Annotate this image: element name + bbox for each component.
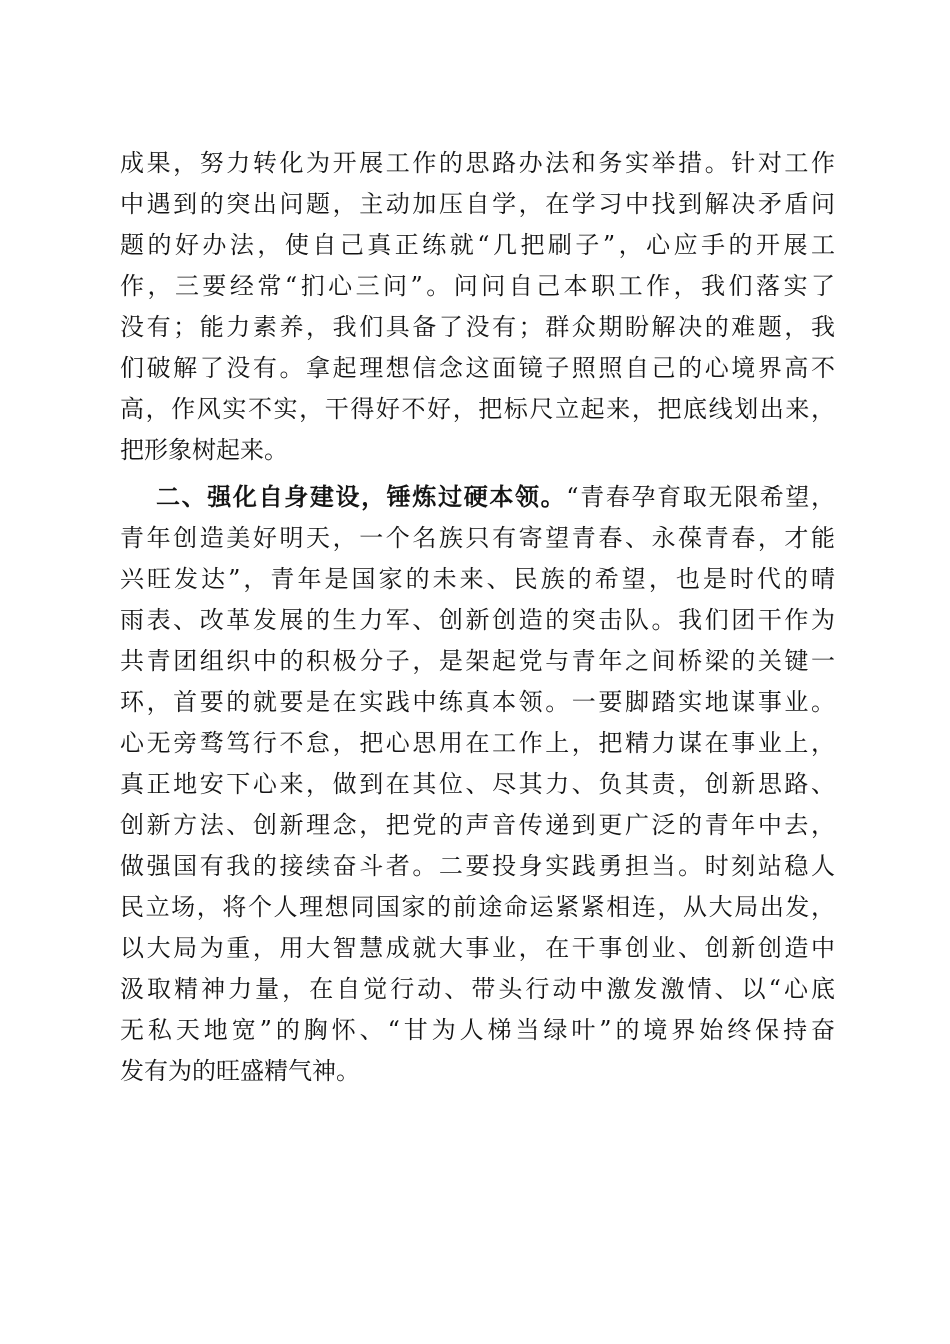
section-heading: 二、强化自身建设，锤炼过硬本领。	[156, 483, 567, 511]
text-line: 汲取精神力量，在自觉行动、带头行动中激发激情、以“心底	[120, 975, 835, 1003]
document-body	[120, 143, 835, 1092]
text-line: 没有；能力素养，我们具备了没有；群众期盼解决的难题，我	[120, 313, 835, 341]
text-line: 心无旁骛笃行不怠，把心思用在工作上，把精力谋在事业上，	[120, 729, 835, 757]
text-line: 题的好办法，使自己真正练就“几把刷子”，心应手的开展工	[120, 231, 835, 259]
text-line: 真正地安下心来，做到在其位、尽其力、负其责，创新思路、	[120, 770, 835, 798]
text-line-rest: “青春孕育取无限希望，	[566, 483, 835, 511]
text-line: 中遇到的突出问题，主动加压自学，在学习中找到解决矛盾问	[120, 190, 835, 218]
text-line: 以大局为重，用大智慧成就大事业，在干事创业、创新创造中	[120, 934, 835, 962]
text-line: 成果，努力转化为开展工作的思路办法和务实举措。针对工作	[120, 149, 835, 177]
text-line: 兴旺发达”，青年是国家的未来、民族的希望，也是时代的晴	[120, 565, 835, 593]
text-line: 高，作风实不实，干得好不好，把标尺立起来，把底线划出来，	[120, 395, 835, 423]
text-line: 无私天地宽”的胸怀、“甘为人梯当绿叶”的境界始终保持奋	[120, 1016, 835, 1044]
text-line: 们破解了没有。拿起理想信念这面镜子照照自己的心境界高不	[120, 354, 835, 382]
text-line: 雨表、改革发展的生力军、创新创造的突击队。我们团干作为	[120, 606, 835, 634]
text-line: 环，首要的就要是在实践中练真本领。一要脚踏实地谋事业。	[120, 688, 835, 716]
paragraph-2	[120, 477, 835, 1092]
text-line: 民立场，将个人理想同国家的前途命运紧紧相连，从大局出发，	[120, 893, 835, 921]
text-line: 创新方法、创新理念，把党的声音传递到更广泛的青年中去，	[120, 811, 835, 839]
text-line: 发有为的旺盛精气神。	[120, 1057, 360, 1085]
text-line-first	[120, 477, 835, 518]
text-line: 做强国有我的接续奋斗者。二要投身实践勇担当。时刻站稳人	[120, 852, 835, 880]
text-line: 共青团组织中的积极分子，是架起党与青年之间桥梁的关键一	[120, 647, 835, 675]
text-line: 作，三要经常“扪心三问”。问问自己本职工作，我们落实了	[120, 272, 835, 300]
text-line: 青年创造美好明天，一个名族只有寄望青春、永葆青春，才能	[120, 524, 835, 552]
text-line: 把形象树起来。	[120, 436, 288, 464]
paragraph-1	[120, 143, 835, 471]
